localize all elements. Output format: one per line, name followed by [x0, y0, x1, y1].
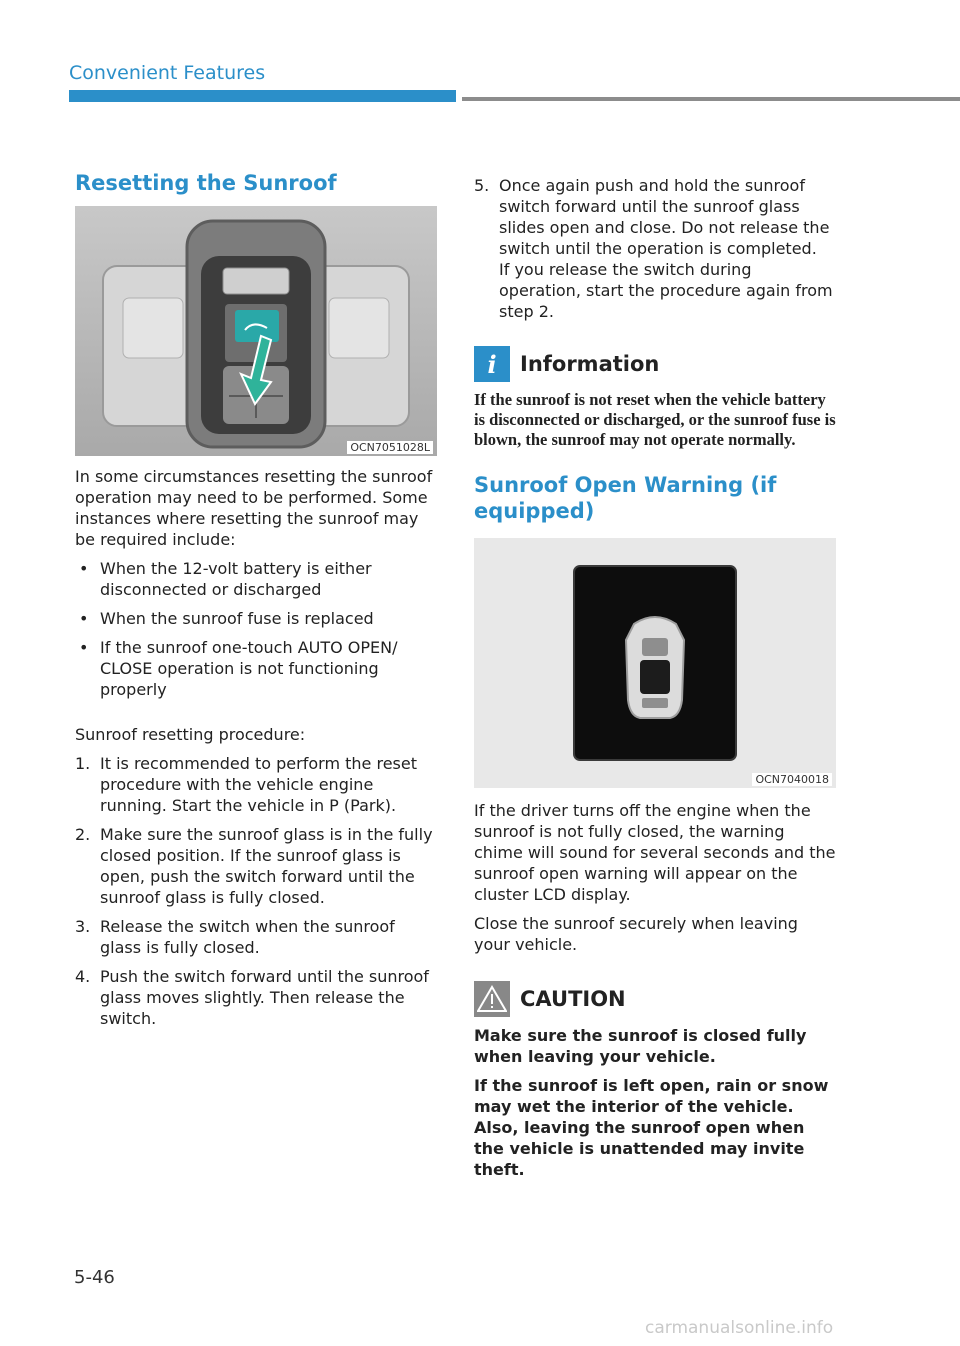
figure-overhead-console — [75, 206, 437, 456]
watermark: carmanualsonline.info — [645, 1318, 834, 1338]
bullet-list — [75, 558, 437, 700]
list-item: 1. It is recommended to perform the reset procedure with the vehicle engine running. Start the vehicle in P (Park). — [75, 754, 417, 815]
overhead-console-illustration — [75, 206, 437, 456]
warning-paragraph: If the driver turns off the engine when the sunroof is not fully closed, the warning chime will sound for several seconds and the sunroof open warning will appear on the cluster LCD display. — [474, 801, 836, 904]
list-item: 5. Once again push and hold the sunroof switch forward until the sunroof glass slides open and close. Do not release the switch until the operation is completed. If you release the switch during operation, start the procedure again from step 2. — [474, 176, 833, 321]
figure-code: OCN7040018 — [752, 773, 832, 786]
list-item: • If the sunroof one-touch AUTO OPEN/ CLOSE operation is not functioning properly — [79, 638, 398, 699]
procedure-steps — [75, 753, 437, 1029]
page-number: 5-46 — [74, 1267, 115, 1288]
list-item: • When the sunroof fuse is replaced — [79, 609, 374, 628]
list-item: 2. Make sure the sunroof glass is in the fully closed position. If the sunroof glass is open, push the switch forward until the sunroof glass is fully closed. — [75, 825, 433, 907]
warning-triangle-icon — [474, 981, 510, 1017]
figure-code: OCN7051028L — [347, 441, 433, 454]
right-column — [474, 175, 836, 1188]
section-title: Convenient Features — [69, 62, 266, 84]
caution-text-2: If the sunroof is left open, rain or snow may wet the interior of the vehicle. Also, leaving the sunroof open when the vehicle is unattended may invite theft. — [474, 1076, 829, 1179]
heading-resetting-sunroof: Resetting the Sunroof — [75, 171, 337, 195]
information-text: If the sunroof is not reset when the vehicle battery is disconnected or discharged, or the sunroof fuse is blown, the sunroof may not operate normally. — [474, 390, 836, 449]
heading-sunroof-open-warning: Sunroof Open Warning (if equipped) — [474, 473, 777, 523]
information-header — [474, 346, 836, 382]
information-title: Information — [520, 352, 660, 376]
intro-paragraph: In some circumstances resetting the sunroof operation may need to be performed. Some instances where resetting the sunroof may be required include: — [75, 467, 433, 549]
list-item: 3. Release the switch when the sunroof glass is fully closed. — [75, 917, 395, 957]
sunroof-warning-illustration — [474, 538, 836, 788]
procedure-steps-continued — [474, 175, 836, 322]
list-item: • When the 12-volt battery is either disconnected or discharged — [79, 559, 372, 599]
caution-text-1: Make sure the sunroof is closed fully when leaving your vehicle. — [474, 1026, 807, 1066]
figure-cluster-warning — [474, 538, 836, 788]
info-icon: i — [474, 346, 510, 382]
caution-title: CAUTION — [520, 987, 626, 1011]
header-rule — [462, 97, 960, 101]
procedure-title: Sunroof resetting procedure: — [75, 725, 306, 744]
car-top-view-icon — [626, 617, 684, 718]
header-accent-bar — [69, 90, 456, 102]
caution-header — [474, 981, 836, 1017]
list-item: 4. Push the switch forward until the sunroof glass moves slightly. Then release the switch. — [75, 967, 429, 1028]
left-column — [75, 170, 437, 1037]
close-paragraph: Close the sunroof securely when leaving your vehicle. — [474, 914, 798, 954]
